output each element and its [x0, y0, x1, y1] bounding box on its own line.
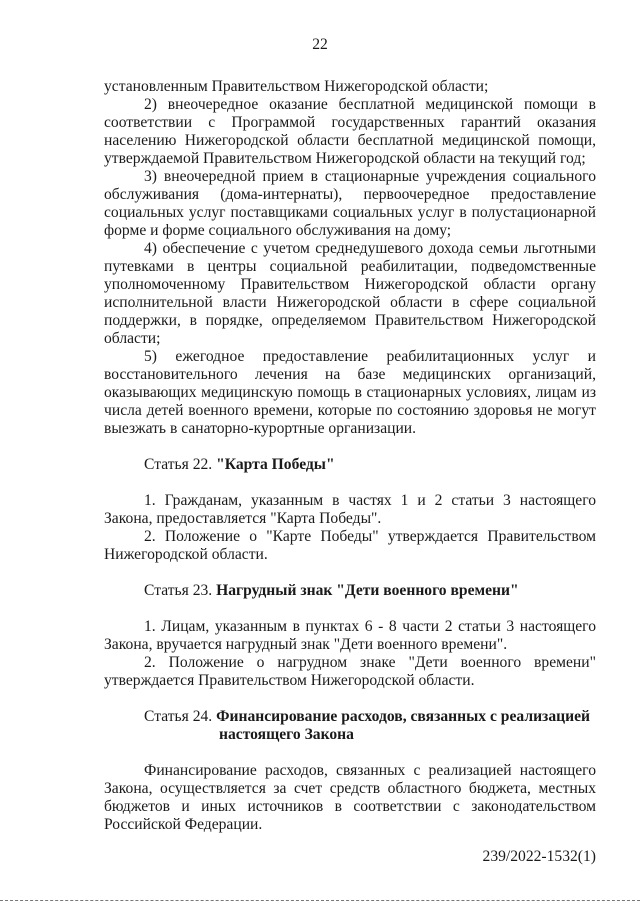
article-paragraph: 2. Положение о "Карте Победы" утверждается Правительством Нижегородской области. — [104, 528, 596, 563]
article-paragraph: 1. Лицам, указанным в пунктах 6 - 8 части 2 статьи 3 настоящего Закона, вручается нагрудный знак "Дети военного времени". — [104, 618, 596, 653]
article-24-heading — [104, 708, 596, 744]
article-paragraph: 2. Положение о нагрудном знаке "Дети военного времени" утверждается Правительством Нижегородской области. — [104, 654, 596, 689]
article-24-title-line1: Финансирование расходов, связанных с реализацией — [216, 708, 590, 725]
list-item: 5) ежегодное предоставление реабилитационных услуг и восстановительного лечения на базе медицинских организаций, оказывающих медицинскую помощь в стационарных условиях, лицам из числа детей военного времени, которые по состоянию здоровья не могут выезжать в санаторно-курортные организации. — [104, 348, 596, 437]
article-23-title: Нагрудный знак "Дети военного времени" — [216, 582, 519, 599]
article-paragraph: Финансирование расходов, связанных с реализацией настоящего Закона, осуществляется за счет средств областного бюджета, местных бюджетов и иных источников в соответствии с законодательством Российской Федерации. — [104, 762, 596, 833]
page-number: 22 — [312, 36, 328, 53]
article-23-heading — [104, 582, 596, 600]
article-22-heading — [104, 456, 596, 474]
list-item: 3) внеочередной прием в стационарные учреждения социального обслуживания (дома-интернаты), первоочередное предоставление социальных услуг поставщиками социальных услуг в полустационарной форме и форме социального обслуживания на дому; — [104, 168, 596, 239]
document-code: 239/2022-1532(1) — [482, 848, 596, 865]
article-24-title-line2: настоящего Закона — [219, 726, 354, 743]
article-24-prefix: Статья 24. — [144, 708, 217, 725]
page-divider — [0, 900, 640, 901]
article-paragraph: 1. Гражданам, указанным в частях 1 и 2 статьи 3 настоящего Закона, предоставляется "Карта Победы". — [104, 492, 596, 527]
document-body — [104, 78, 596, 834]
list-item: 4) обеспечение с учетом среднедушевого дохода семьи льготными путевками в центры социальной реабилитации, подведомственные уполномоченному Правительством Нижегородской области органу исполнительной власти Нижегородской области в сфере социальной поддержки, в порядке, определяемом Правительством Нижегородской области; — [104, 240, 596, 347]
article-23-prefix: Статья 23. — [144, 582, 217, 599]
article-22-title: "Карта Победы" — [216, 456, 335, 473]
list-item: 2) внеочередное оказание бесплатной медицинской помощи в соответствии с Программой государственных гарантий оказания населению Нижегородской области бесплатной медицинской помощи, утверждаемой Правительством Нижегородской области на текущий год; — [104, 96, 596, 167]
list-item: установленным Правительством Нижегородской области; — [104, 78, 489, 95]
article-22-prefix: Статья 22. — [144, 456, 217, 473]
